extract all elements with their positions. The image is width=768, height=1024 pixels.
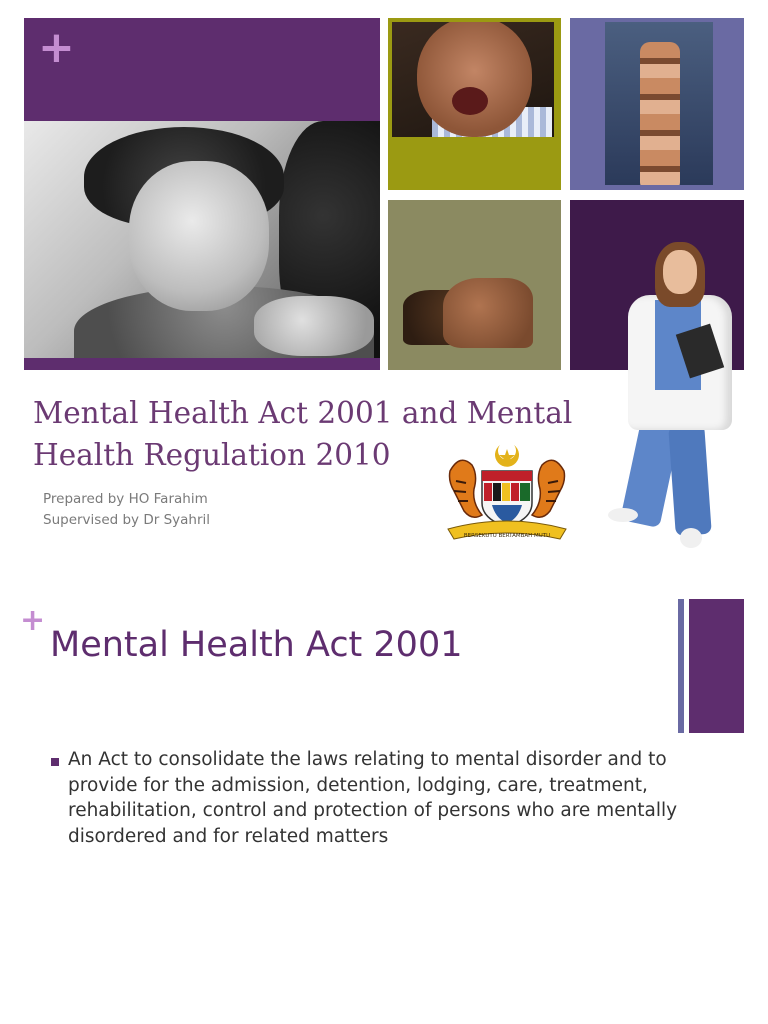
purple-divider-bar: [24, 358, 380, 370]
prepared-by-text: Prepared by HO Farahim: [43, 491, 208, 507]
handshake-photo: [388, 200, 561, 370]
bullet-text: An Act to consolidate the laws relating to mental disorder and to provide for the admission, detention, lodging, care, treatment, rehabilitation, control and protection of persons who are mentally disordered and for related matters: [68, 749, 678, 847]
stacked-hands-photo: [605, 22, 713, 185]
plus-icon: +: [20, 603, 46, 638]
slate-accent-line: [678, 599, 684, 733]
plus-icon: +: [38, 22, 75, 73]
svg-text:BERSEKUTU BERTAMBAH MUTU: BERSEKUTU BERTAMBAH MUTU: [463, 533, 551, 539]
purple-header-block: [24, 18, 380, 121]
slide-title: Mental Health Act 2001 and Mental Health Regulation 2010: [33, 396, 573, 472]
square-bullet-icon: [51, 758, 59, 766]
slide-title: Mental Health Act 2001: [50, 625, 463, 665]
smiling-child-photo: [24, 121, 380, 358]
malaysia-coat-of-arms-icon: [442, 441, 572, 547]
credits: [43, 489, 210, 531]
purple-accent-block: [689, 599, 744, 733]
crying-baby-photo: [392, 22, 554, 137]
content-slide: [0, 576, 768, 1024]
supervised-by-text: Supervised by Dr Syahril: [43, 512, 211, 528]
